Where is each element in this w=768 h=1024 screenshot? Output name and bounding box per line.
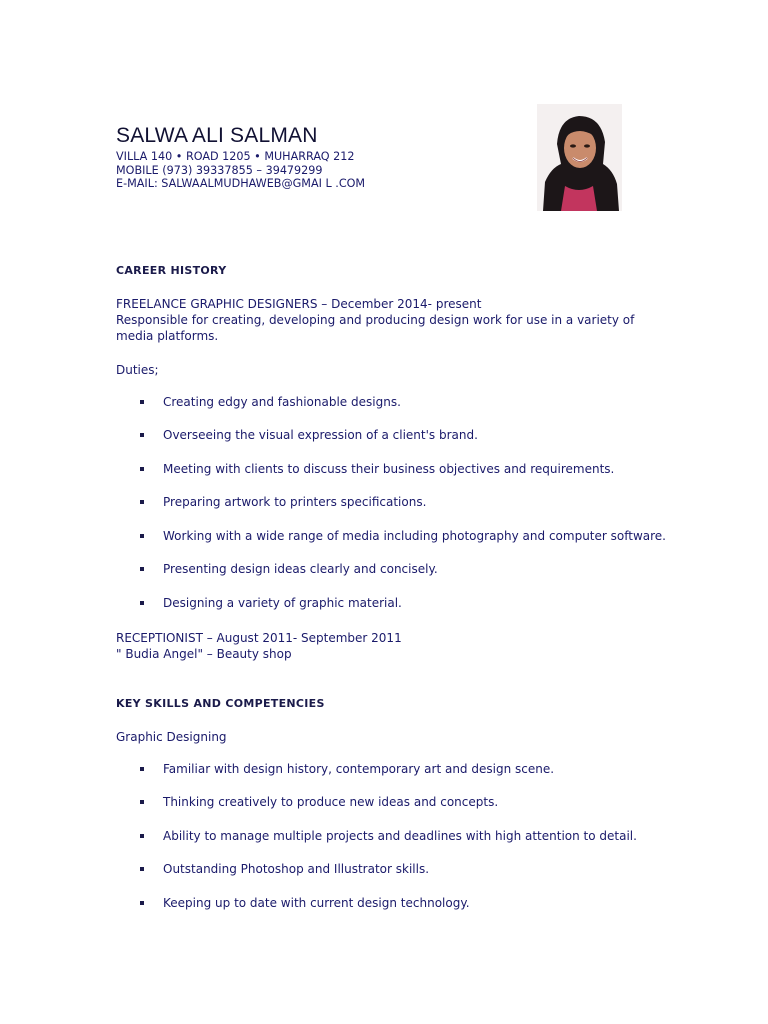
duty-item: Designing a variety of graphic material. [163,596,402,610]
skill-item: Keeping up to date with current design technology. [163,896,470,910]
job2-heading: RECEPTIONIST – August 2011- September 2011 [116,631,402,645]
job2-place: " Budia Angel" – Beauty shop [116,647,292,661]
email-line: E-MAIL: SALWAALMUDHAWEB@GMAI L .COM [116,177,366,190]
key-skills-heading: KEY SKILLS AND COMPETENCIES [116,697,325,710]
candidate-name: SALWA ALI SALMAN [116,124,318,147]
duty-item: Presenting design ideas clearly and concisely. [163,562,438,576]
career-history-heading: CAREER HISTORY [116,264,227,277]
skill-item: Thinking creatively to produce new ideas and concepts. [163,795,499,809]
duty-item: Creating edgy and fashionable designs. [163,395,401,409]
duty-item: Preparing artwork to printers specifications. [163,495,427,509]
job1-heading: FREELANCE GRAPHIC DESIGNERS – December 2014- present [116,297,482,311]
skill-item: Ability to manage multiple projects and deadlines with high attention to detail. [163,829,637,843]
profile-photo [537,104,622,211]
address-line: VILLA 140 • ROAD 1205 • MUHARRAQ 212 [116,150,355,163]
duty-item: Working with a wide range of media including photography and computer software. [163,529,666,543]
duties-label: Duties; [116,363,159,377]
mobile-line: MOBILE (973) 39337855 – 39479299 [116,163,323,177]
job1-description-line1: Responsible for creating, developing and producing design work for use in a variety of [116,313,635,327]
skills-subtitle: Graphic Designing [116,730,227,744]
duty-item: Meeting with clients to discuss their business objectives and requirements. [163,462,615,476]
contact-block [116,150,365,191]
job1-description-line2: media platforms. [116,329,219,343]
skill-item: Familiar with design history, contemporary art and design scene. [163,762,555,776]
duty-item: Overseeing the visual expression of a client's brand. [163,428,478,442]
skill-item: Outstanding Photoshop and Illustrator skills. [163,862,430,876]
